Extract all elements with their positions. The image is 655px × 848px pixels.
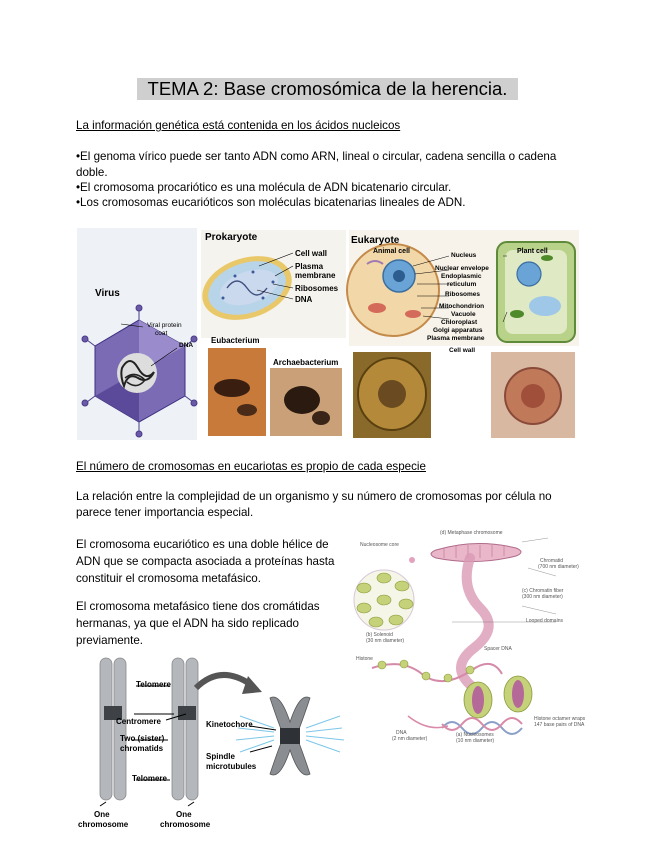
- chromatid-label: Chromatid: [540, 558, 564, 564]
- spacer-dna-label: Spacer DNA: [484, 646, 512, 652]
- plasma-label: Plasma: [295, 262, 324, 271]
- cell-wall-label: Cell wall: [295, 249, 328, 258]
- solenoid-label: (b) Solenoid: [366, 632, 393, 638]
- cell-types-figure: [77, 228, 579, 440]
- metaphase-chromosome-label: (d) Metaphase chromosome: [440, 530, 503, 536]
- eukaryote-cell-wall-label: Cell wall: [449, 347, 476, 354]
- vacuole-label: Vacuole: [451, 311, 476, 318]
- histone-label: Histone: [356, 656, 373, 662]
- paragraph-eukaryotic-chromosome: El cromosoma eucariótico es una doble hélice de ADN que se compacta asociada a proteínas hasta constituir el cromosoma metafásico.: [76, 538, 335, 585]
- section-heading-chromosome-number: El número de cromosomas en eucariotas es propio de cada especie: [76, 460, 426, 473]
- histone-octamer-label: Histone octamer wraps: [534, 716, 586, 722]
- nucleosomes-diameter-label: (10 nm diameter): [456, 738, 495, 744]
- cell-types-illustration: [77, 228, 579, 440]
- base-pairs-label: 147 base pairs of DNA: [534, 722, 585, 728]
- nucleus-label: Nucleus: [451, 252, 477, 259]
- plasma-membrane-label: Plasma membrane: [427, 335, 485, 342]
- sister-chromatids-label-1: Two (sister): [120, 734, 165, 743]
- one-chromosome-right-label-1: One: [176, 810, 192, 819]
- virus-dna-label: DNA: [179, 342, 194, 349]
- chromatin-fiber-diameter-label: (300 nm diameter): [522, 594, 563, 600]
- page-title: TEMA 2: Base cromosómica de la herencia.: [137, 78, 518, 100]
- mitochondrion-label: Mitochondrion: [439, 303, 485, 310]
- endoplasmic-label: Endoplasmic: [441, 273, 482, 280]
- eukaryote-label: Eukaryote: [351, 235, 400, 246]
- sister-chromatids-label-2: chromatids: [120, 744, 164, 753]
- telomere-bottom-label: Telomere: [132, 774, 167, 783]
- kinetochore-label: Kinetochore: [206, 720, 253, 729]
- viral-coat-label: coat: [155, 330, 168, 337]
- dna-label: DNA: [396, 730, 407, 736]
- spindle-label-2: microtubules: [206, 762, 257, 771]
- metaphase-chromosome-figure: [76, 654, 356, 834]
- one-chromosome-left-label-1: One: [94, 810, 110, 819]
- nuclear-envelope-label: Nuclear envelope: [435, 265, 489, 272]
- paragraph-metaphase-chromosome: El cromosoma metafásico tiene dos cromátidas hermanas, ya que el ADN ha sido replicado previamente.: [76, 600, 320, 647]
- looped-domains-label: Looped domains: [526, 618, 563, 624]
- bullet-eukaryotic-chromosomes: •Los cromosomas eucarióticos son moléculas bicatenarias lineales de ADN.: [76, 196, 466, 209]
- one-chromosome-right-label-2: chromosome: [160, 820, 211, 829]
- prokaryote-dna-label: DNA: [295, 295, 313, 304]
- centromere-label: Centromere: [116, 717, 161, 726]
- plant-cell-label: Plant cell: [517, 248, 548, 255]
- telomere-top-label: Telomere: [136, 680, 171, 689]
- eukaryote-ribosomes-label: Ribosomes: [445, 291, 481, 298]
- metaphase-chromosome-illustration: [76, 654, 356, 834]
- prokaryote-label: Prokaryote: [205, 232, 258, 243]
- spindle-label-1: Spindle: [206, 752, 235, 761]
- eubacterium-label: Eubacterium: [211, 336, 260, 345]
- one-chromosome-left-label-2: chromosome: [78, 820, 129, 829]
- chromatin-packing-figure: [352, 528, 586, 748]
- golgi-label: Golgi apparatus: [433, 327, 483, 334]
- chloroplast-label: Chloroplast: [441, 319, 478, 326]
- bullet-prokaryotic-chromosome: •El cromosoma procariótico es una molécula de ADN bicatenario circular.: [76, 181, 452, 194]
- archaebacterium-label: Archaebacterium: [273, 358, 339, 367]
- bullet-viral-genome: •El genoma vírico puede ser tanto ADN como ARN, lineal o circular, cadena sencilla o cadena doble.: [76, 150, 557, 179]
- chromatid-diameter-label: (700 nm diameter): [538, 564, 579, 570]
- membrane-label: membrane: [295, 271, 336, 280]
- virus-label: Virus: [95, 288, 120, 299]
- nucleosomes-label: (a) Nucleosomes: [456, 732, 494, 738]
- solenoid-diameter-label: (30 nm diameter): [366, 638, 405, 644]
- viral-protein-label: Viral protein: [147, 322, 182, 329]
- dna-diameter-label: (2 nm diameter): [392, 736, 428, 742]
- ribosomes-label: Ribosomes: [295, 284, 339, 293]
- section-heading-nucleic-acids: La información genética está contenida en los ácidos nucleicos: [76, 119, 401, 132]
- reticulum-label: reticulum: [447, 281, 477, 288]
- animal-cell-label: Animal cell: [373, 248, 410, 255]
- chromatin-fiber-label: (c) Chromatin fiber: [522, 588, 564, 594]
- nucleosome-core-label: Nucleosome core: [360, 542, 399, 548]
- paragraph-complexity: La relación entre la complejidad de un organismo y su número de cromosomas por célula no parece tener importancia especial.: [76, 490, 552, 519]
